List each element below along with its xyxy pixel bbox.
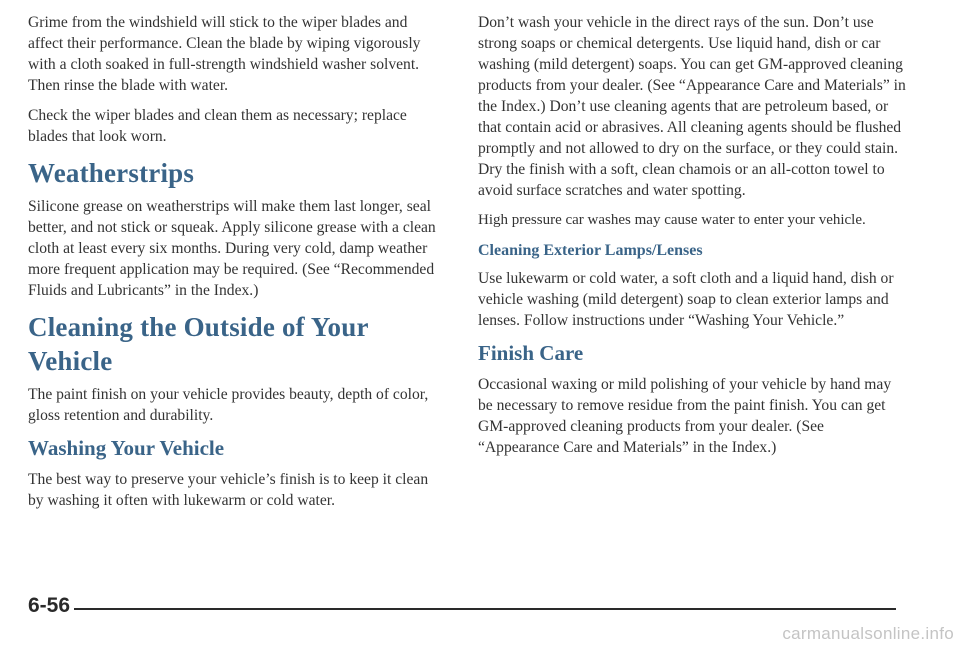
site-watermark: carmanualsonline.info <box>782 624 954 643</box>
paint-finish-paragraph: The paint finish on your vehicle provides beauty, depth of color, gloss retention and durability. <box>28 386 429 424</box>
wiper-check-paragraph: Check the wiper blades and clean them as necessary; replace blades that look worn. <box>28 107 407 145</box>
cleaning-lamps-heading: Cleaning Exterior Lamps/Lenses <box>478 242 703 259</box>
finish-care-paragraph: Occasional waxing or mild polishing of your vehicle by hand may be necessary to remove residue from the paint finish. You can get GM-approved cleaning products from your dealer. (See “Appearance Care and Materials” in the Index.) <box>478 376 892 456</box>
weatherstrips-heading: Weatherstrips <box>28 158 195 188</box>
cleaning-lamps-paragraph: Use lukewarm or cold water, a soft cloth and a liquid hand, dish or vehicle washing (mild detergent) soap to clean exterior lamps and lenses. Follow instructions under “Washing Your Vehicle.” <box>478 270 894 329</box>
page-number: 6-56 <box>28 594 71 617</box>
weatherstrips-paragraph: Silicone grease on weatherstrips will make them last longer, seal better, and not stick or squeak. Apply silicone grease with a clean cloth at least every six months. During very cold, damp weather more frequent application may be required. (See “Recommended Fluids and Lubricants” in the Index.) <box>28 198 436 299</box>
cleaning-outside-heading: Cleaning the Outside of Your Vehicle <box>28 312 369 376</box>
right-column <box>478 12 908 467</box>
finish-care-heading: Finish Care <box>478 341 584 365</box>
washing-instructions-paragraph: Don’t wash your vehicle in the direct rays of the sun. Don’t use strong soaps or chemical detergents. Use liquid hand, dish or car washing (mild detergent) soaps. You can get GM-approved cleaning products from your dealer. (See “Appearance Care and Materials” in the Index.) Don’t use cleaning agents that are petroleum based, or that contain acid or abrasives. All cleaning agents should be flushed promptly and not allowed to dry on the surface, or they could stain. Dry the finish with a soft, clean chamois or an all-cotton towel to avoid surface scratches and water spotting. <box>478 14 906 199</box>
washing-vehicle-heading: Washing Your Vehicle <box>28 436 225 460</box>
washing-vehicle-paragraph: The best way to preserve your vehicle’s finish is to keep it clean by washing it often with lukewarm or cold water. <box>28 471 429 509</box>
footer-rule <box>74 608 896 610</box>
left-column <box>28 12 446 520</box>
wiper-grime-paragraph: Grime from the windshield will stick to the wiper blades and affect their performance. Clean the blade by wiping vigorously with a cloth soaked in full-strength windshield washer solvent. Then rinse the blade with water. <box>28 14 421 94</box>
high-pressure-paragraph: High pressure car washes may cause water to enter your vehicle. <box>478 212 866 228</box>
page-footer <box>28 594 896 622</box>
